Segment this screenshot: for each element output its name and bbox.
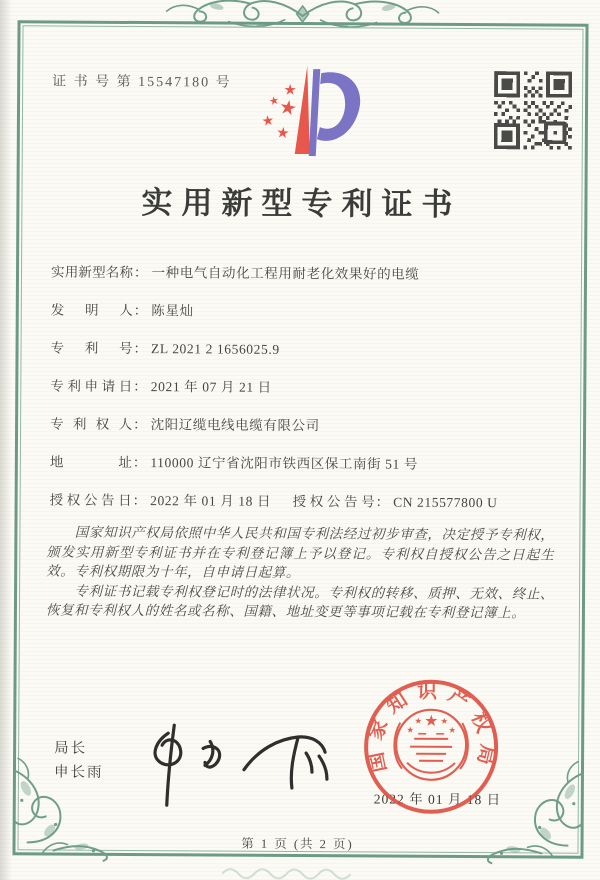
field-label: 专利号: [50, 340, 133, 356]
legal-paragraph: 国家知识产权局依照中华人民共和国专利法经过初步审查，决定授予专利权，颁发实用新型专利证书并在专利登记簿上予以登记。专利权自授权公告之日起生效。专利权期限为十年，自申请日起算。: [46, 524, 555, 581]
field-value: 2021 年 07 月 21 日: [150, 379, 272, 395]
cnipa-round-seal-icon: [347, 660, 528, 851]
field-colon: ：: [133, 264, 148, 281]
field-colon: ：: [133, 302, 148, 319]
field-colon: ：: [375, 494, 390, 510]
svg-text:国家知识产权局: [357, 672, 504, 788]
field-row-address: [50, 450, 418, 472]
field-colon: ：: [132, 454, 147, 471]
legal-text-block: [46, 522, 555, 623]
field-value: 110000 辽宁省沈阳市铁西区保工南街 51 号: [150, 455, 419, 472]
field-row-grant: [50, 488, 560, 511]
field-value: 陈星灿: [151, 303, 194, 319]
field-label: 授权公告号: [292, 493, 375, 510]
field-row-patent-no: [51, 336, 280, 357]
grant-date-field: [50, 492, 272, 508]
field-colon: ：: [133, 416, 147, 433]
field-row-inventor: [51, 298, 194, 319]
field-row-patentee: [50, 412, 320, 434]
next-page-ornament-sliver: [222, 869, 350, 879]
signer-title: 局长: [54, 740, 88, 757]
signer-name: 申长雨: [53, 764, 104, 781]
cnipa-logo-icon: [250, 60, 371, 169]
field-label: 授权公告日: [49, 492, 132, 508]
field-row-filing-date: [50, 374, 272, 395]
grant-no-field: [293, 490, 498, 511]
field-colon: ：: [133, 340, 148, 357]
field-label: 地址: [49, 454, 132, 470]
certificate-number: 证 书 号 第 15547180 号: [52, 74, 232, 91]
field-label: 专利申请日: [50, 378, 133, 394]
qr-code-icon: [494, 71, 572, 149]
field-value: 沈阳辽缆电线电缆有限公司: [150, 417, 320, 434]
field-value: 一种电气自动化工程用耐老化效果好的电缆: [151, 265, 420, 282]
field-label: 实用新型名称: [50, 264, 134, 280]
field-value: 2022 年 01 月 18 日: [150, 493, 272, 509]
seal-ring-text: 国家知识产权局: [363, 680, 499, 776]
seal-date: 2022 年 01 月 18 日: [373, 791, 502, 808]
field-row-name: [51, 260, 420, 282]
field-value: ZL 2021 2 1656025.9: [151, 341, 280, 357]
legal-paragraph: 专利证书记载专利权登记时的法律状况。专利权的转移、质押、无效、终止、恢复和专利权人的姓名或名称、国籍、地址变更等事项记载在专利登记簿上。: [45, 583, 555, 621]
field-label: 专利权人: [50, 416, 133, 432]
field-value: CN 215577800 U: [393, 494, 498, 511]
field-colon: ：: [133, 378, 147, 395]
field-colon: ：: [132, 492, 147, 509]
field-label: 发明人: [50, 302, 133, 318]
certificate-title: 实用新型专利证书: [141, 185, 462, 222]
page-number: 第 1 页 (共 2 页): [241, 836, 354, 852]
